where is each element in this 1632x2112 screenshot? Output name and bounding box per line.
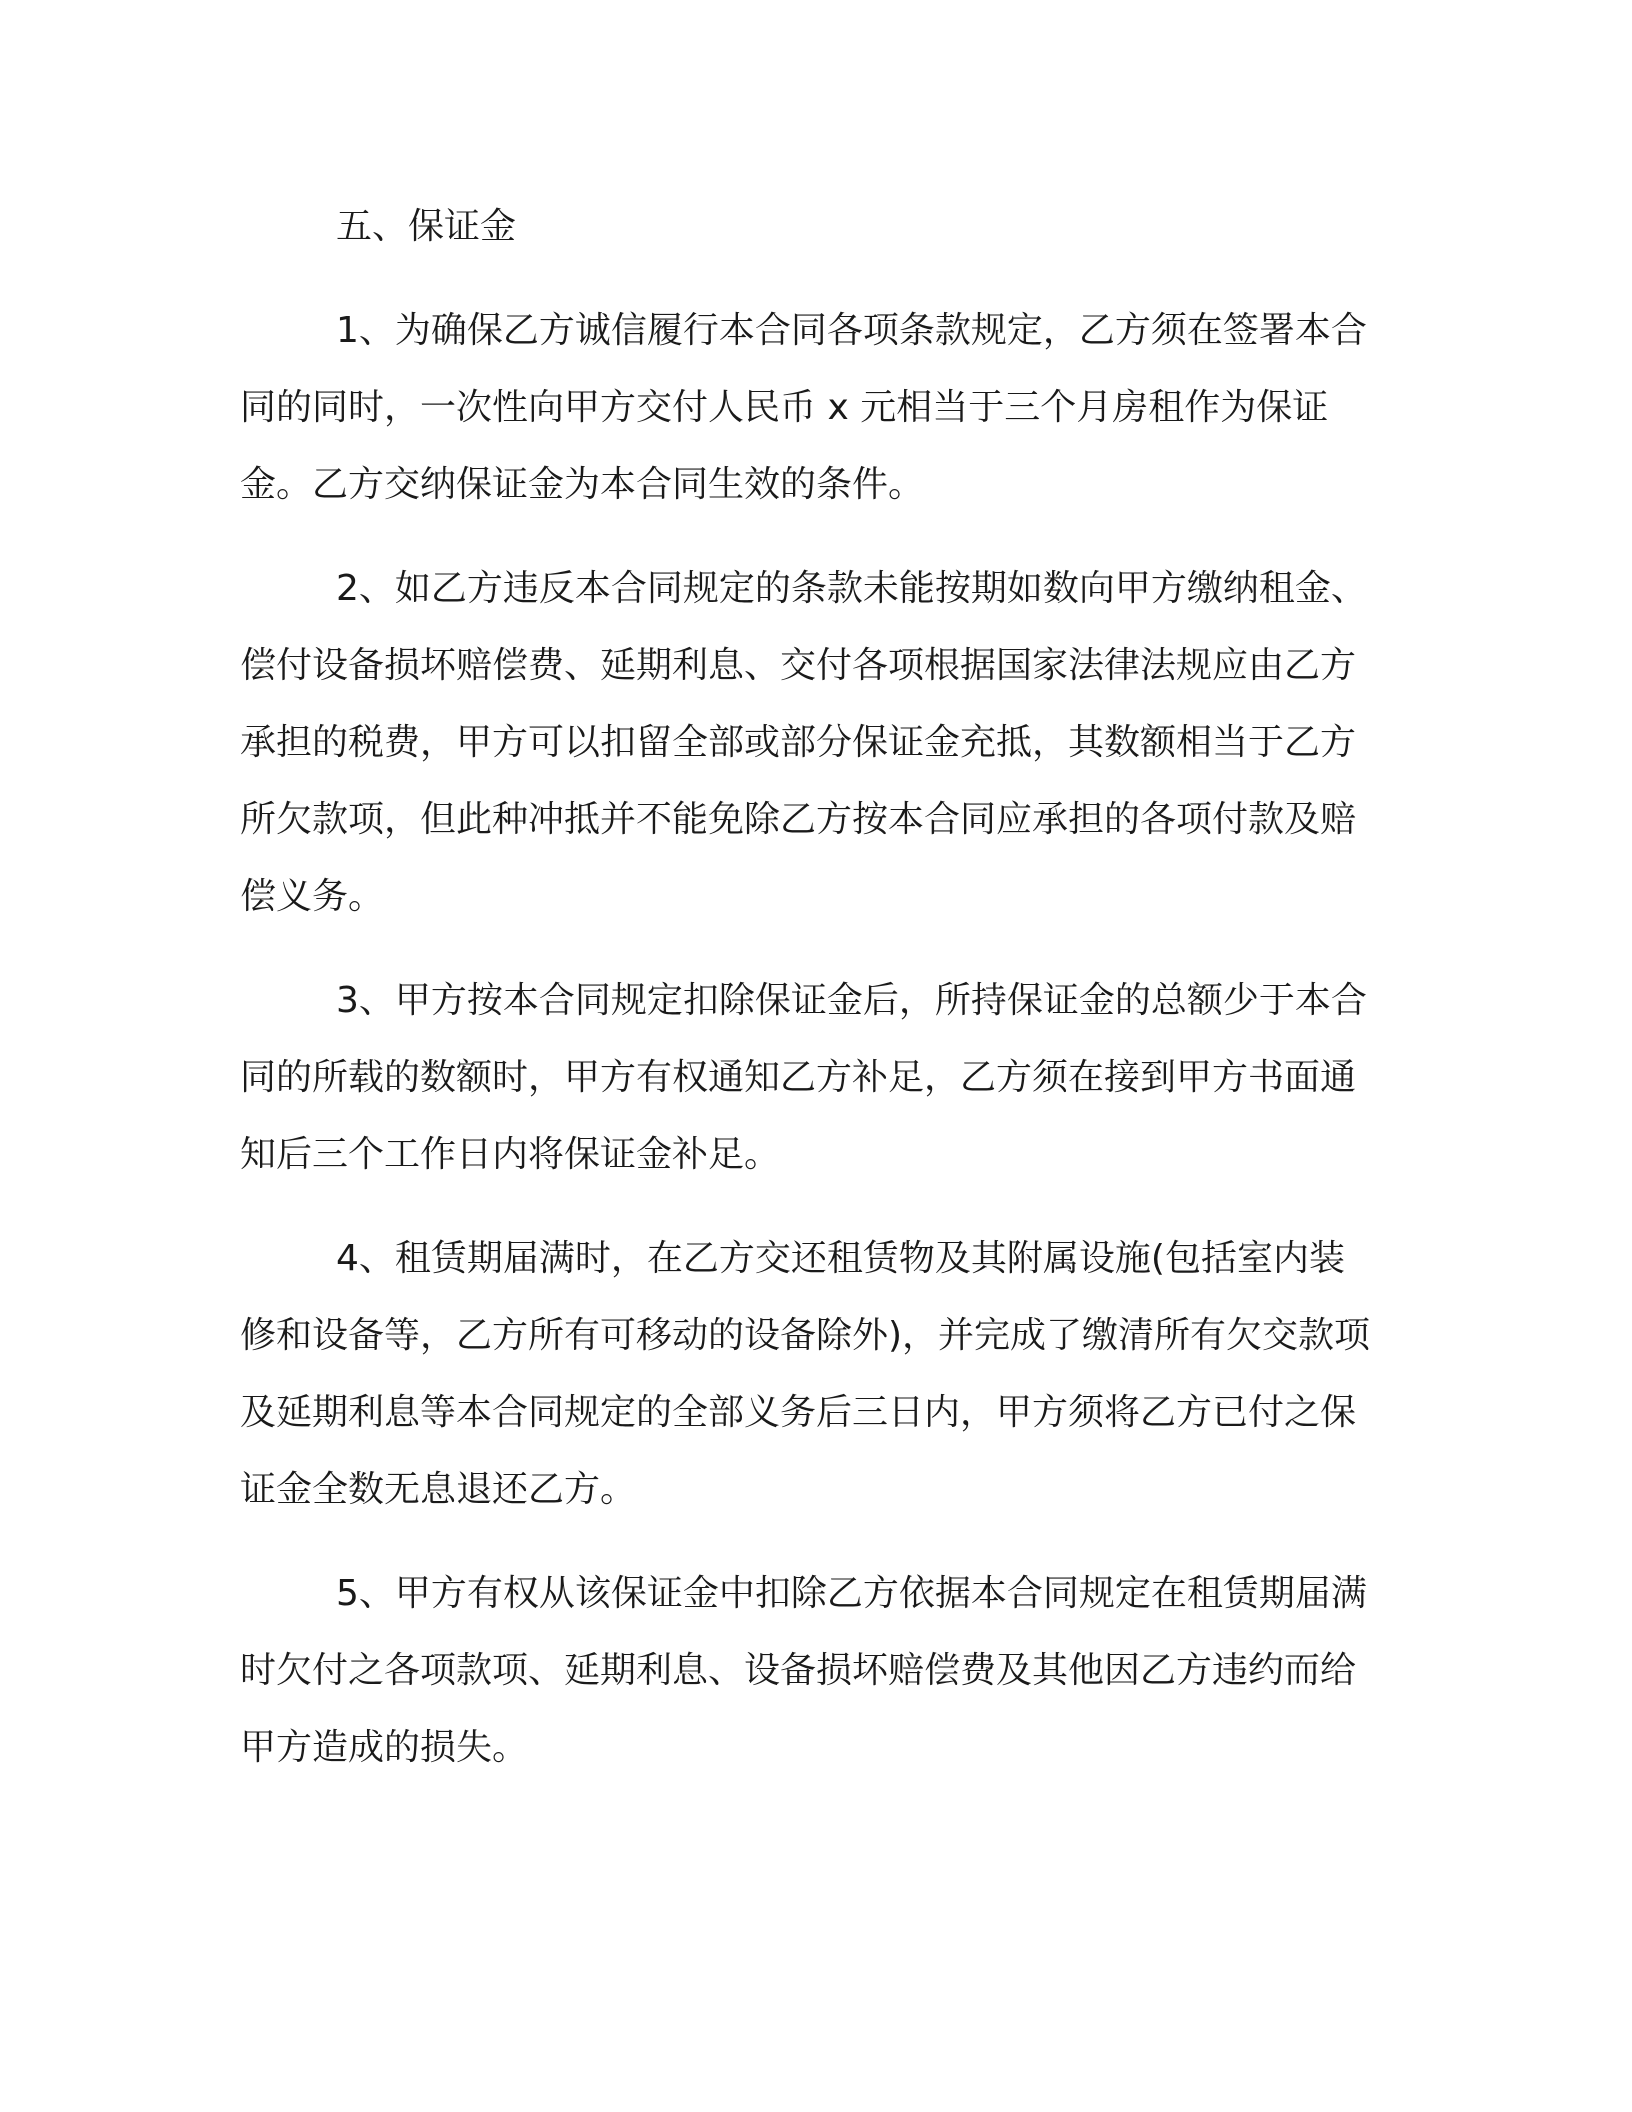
- paragraph-3: 3、甲方按本合同规定扣除保证金后，所持保证金的总额少于本合同的所载的数额时，甲方有权通知乙方补足，乙方须在接到甲方书面通知后三个工作日内将保证金补足。: [240, 980, 1367, 1175]
- section-title: 五、保证金: [336, 206, 517, 247]
- paragraph-4: 4、租赁期届满时，在乙方交还租赁物及其附属设施(包括室内装修和设备等，乙方所有可移动的设备除外)，并完成了缴清所有欠交款项及延期利息等本合同规定的全部义务后三日内，甲方须将乙方已付之保证金全数无息退还乙方。: [240, 1238, 1371, 1510]
- paragraph-5: 5、甲方有权从该保证金中扣除乙方依据本合同规定在租赁期届满时欠付之各项款项、延期利息、设备损坏赔偿费及其他因乙方违约而给甲方造成的损失。: [240, 1573, 1367, 1768]
- paragraph-1: 1、为确保乙方诚信履行本合同各项条款规定，乙方须在签署本合同的同时，一次性向甲方交付人民币 x 元相当于三个月房租作为保证金。乙方交纳保证金为本合同生效的条件。: [240, 310, 1367, 505]
- paragraph-2: 2、如乙方违反本合同规定的条款未能按期如数向甲方缴纳租金、偿付设备损坏赔偿费、延期利息、交付各项根据国家法律法规应由乙方承担的税费，甲方可以扣留全部或部分保证金充抵，其数额相当于乙方所欠款项，但此种冲抵并不能免除乙方按本合同应承担的各项付款及赔偿义务。: [240, 568, 1367, 917]
- document-body: [240, 188, 1380, 1813]
